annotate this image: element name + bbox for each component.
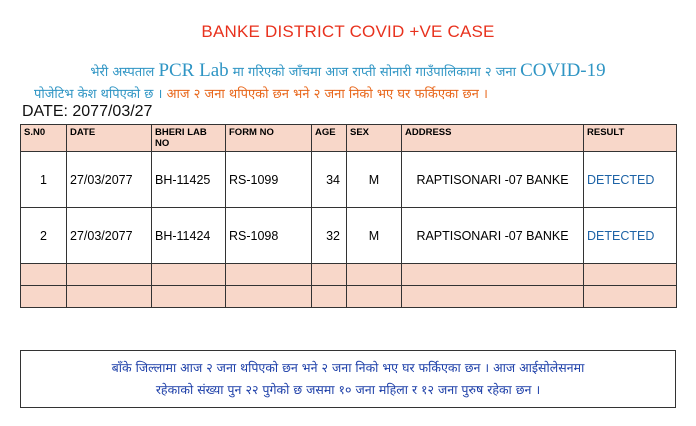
header-result: RESULT <box>584 125 677 152</box>
cell-sex: M <box>347 152 402 208</box>
cell-sno: 2 <box>21 208 67 264</box>
summary-line-2: रहेकाको संख्या पुन २२ पुगेको छ जसमा १० जना महिला र १२ जना पुरुष रहेका छन । <box>155 382 541 397</box>
header-age: AGE <box>312 125 347 152</box>
header-address: ADDRESS <box>402 125 584 152</box>
header-date: DATE <box>67 125 152 152</box>
cell-address: RAPTISONARI -07 BANKE <box>402 152 584 208</box>
cell-sex: M <box>347 208 402 264</box>
header-sno: S.N0 <box>21 125 67 152</box>
cell-date: 27/03/2077 <box>67 152 152 208</box>
cell-address: RAPTISONARI -07 BANKE <box>402 208 584 264</box>
summary-box <box>20 350 676 408</box>
blank-row <box>21 264 677 286</box>
cell-date: 27/03/2077 <box>67 208 152 264</box>
notice-positive: पोजेटिभ केश थपिएको छ । <box>34 87 163 102</box>
page-title: BANKE DISTRICT COVID +VE CASE <box>201 22 495 41</box>
report-date: DATE: 2077/03/27 <box>22 103 153 120</box>
blank-cell <box>347 264 402 286</box>
blank-cell <box>312 264 347 286</box>
notice-middle: मा गरिएको जाँचमा आज राप्ती सोनारी गाउँपालिकामा २ जना <box>232 65 516 80</box>
notice-lab: PCR Lab <box>158 60 229 81</box>
cell-age: 32 <box>312 208 347 264</box>
notice-covid: COVID-19 <box>520 60 606 81</box>
header-lab-no: BHERI LAB NO <box>152 125 226 152</box>
cell-lab-no: BH-11424 <box>152 208 226 264</box>
blank-cell <box>312 286 347 308</box>
cell-form-no: RS-1099 <box>226 152 312 208</box>
blank-cell <box>152 286 226 308</box>
notice-line-1 <box>20 60 676 84</box>
blank-cell <box>584 264 677 286</box>
header-sex: SEX <box>347 125 402 152</box>
blank-cell <box>21 264 67 286</box>
blank-cell <box>584 286 677 308</box>
blank-cell <box>21 286 67 308</box>
cell-age: 34 <box>312 152 347 208</box>
notice-prefix: भेरी अस्पताल <box>90 65 155 80</box>
summary-line-1: बाँके जिल्लामा आज २ जना थपिएको छन भने २ जना निको भए घर फर्किएका छन । आज आईसोलेसनमा <box>111 360 585 375</box>
blank-cell <box>347 286 402 308</box>
blank-row <box>21 286 677 308</box>
cell-sno: 1 <box>21 152 67 208</box>
table-header-row <box>21 125 677 152</box>
blank-cell <box>67 264 152 286</box>
blank-cell <box>226 286 312 308</box>
cell-result: DETECTED <box>584 208 677 264</box>
cell-result: DETECTED <box>584 152 677 208</box>
blank-cell <box>402 264 584 286</box>
blank-cell <box>226 264 312 286</box>
blank-cell <box>402 286 584 308</box>
header-form-no: FORM NO <box>226 125 312 152</box>
table-row <box>21 152 677 208</box>
table-row <box>21 208 677 264</box>
cases-table <box>20 124 677 308</box>
notice-recovered: आज २ जना थपिएको छन भने २ जना निको भए घर फर्किएका छन । <box>166 87 488 102</box>
cell-form-no: RS-1098 <box>226 208 312 264</box>
blank-cell <box>67 286 152 308</box>
cell-lab-no: BH-11425 <box>152 152 226 208</box>
notice-text <box>20 60 676 106</box>
blank-cell <box>152 264 226 286</box>
